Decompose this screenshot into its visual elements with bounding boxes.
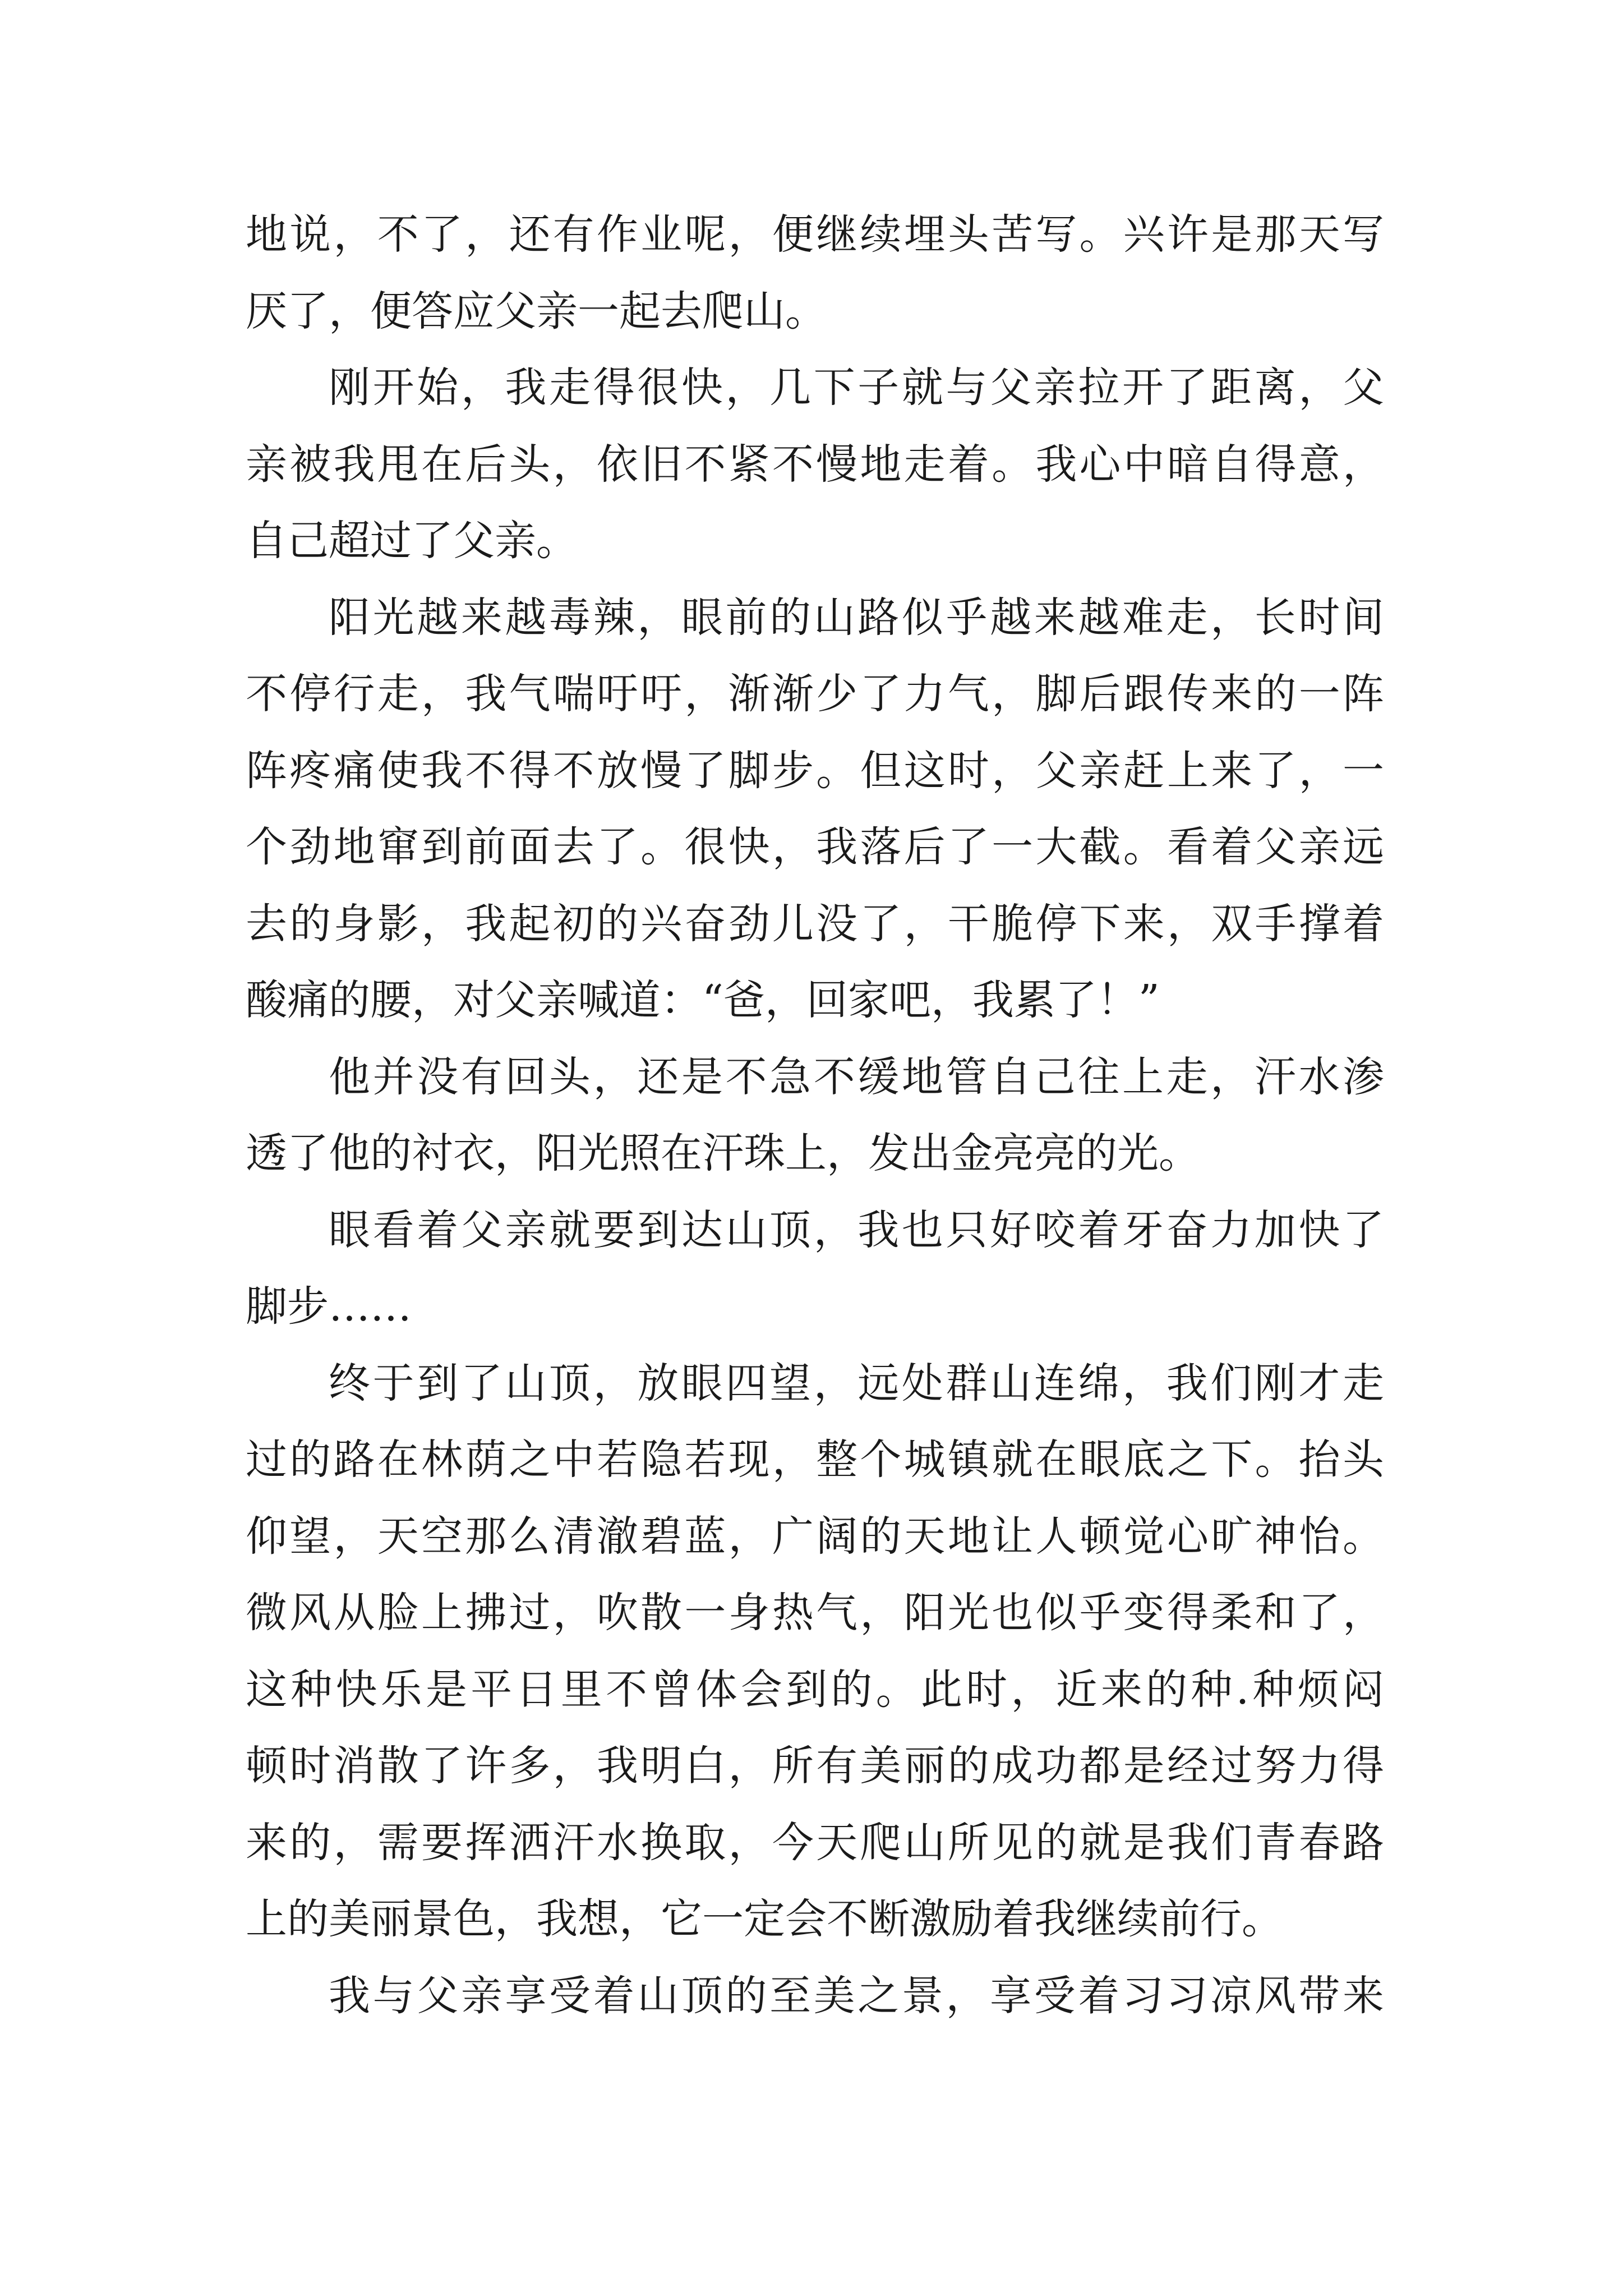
text-line: 脚步…… xyxy=(246,1282,412,1331)
text-line: 顿时消散了许多，我明白，所有美丽的成功都是经过努力得 xyxy=(246,1742,1384,1790)
text-line: 这种快乐是平日里不曾体会到的。此时，近来的种.种烦闷 xyxy=(246,1665,1384,1714)
paragraph-first-line: 他并没有回头，还是不急不缓地管自己往上走，汗水渗 xyxy=(329,1052,1384,1101)
text-line: 透了他的衬衣，阳光照在汗珠上，发出金亮亮的光。 xyxy=(246,1129,1200,1177)
text-line: 亲被我甩在后头，依旧不紧不慢地走着。我心中暗自得意， xyxy=(246,440,1384,489)
paragraph-first-line: 我与父亲享受着山顶的至美之景，享受着习习凉风带来 xyxy=(329,1971,1384,2020)
paragraph-first-line: 阳光越来越毒辣，眼前的山路似乎越来越难走，长时间 xyxy=(329,593,1384,642)
text-line: 来的，需要挥洒汗水换取，今天爬山所见的就是我们青春路 xyxy=(246,1818,1384,1867)
text-line: 自己超过了父亲。 xyxy=(246,517,578,565)
text-line: 不停行走，我气喘吁吁，渐渐少了力气，脚后跟传来的一阵 xyxy=(246,670,1384,718)
text-line: 酸痛的腰，对父亲喊道：“爸，回家吧，我累了！” xyxy=(246,976,1160,1024)
paragraph-first-line: 终于到了山顶，放眼四望，远处群山连绵，我们刚才走 xyxy=(329,1359,1384,1407)
essay-text xyxy=(246,196,1384,2034)
paragraph-first-line: 眼看着父亲就要到达山顶，我也只好咬着牙奋力加快了 xyxy=(329,1205,1384,1254)
text-line: 微风从脸上拂过，吹散一身热气，阳光也似乎变得柔和了， xyxy=(246,1589,1384,1637)
text-line: 阵疼痛使我不得不放慢了脚步。但这时，父亲赶上来了，一 xyxy=(246,746,1384,795)
paragraph-first-line: 刚开始，我走得很快，几下子就与父亲拉开了距离，父 xyxy=(329,364,1384,412)
text-line: 上的美丽景色，我想，它一定会不断激励着我继续前行。 xyxy=(246,1895,1283,1943)
text-line: 过的路在林荫之中若隐若现，整个城镇就在眼底之下。抬头 xyxy=(246,1435,1384,1484)
text-line: 地说，不了，还有作业呢，便继续埋头苦写。兴许是那天写 xyxy=(246,210,1384,259)
text-line: 去的身影，我起初的兴奋劲儿没了，干脆停下来，双手撑着 xyxy=(246,899,1384,948)
text-line: 仰望，天空那么清澈碧蓝，广阔的天地让人顿觉心旷神怡。 xyxy=(246,1512,1384,1561)
text-line: 个劲地窜到前面去了。很快，我落后了一大截。看着父亲远 xyxy=(246,823,1384,871)
text-line: 厌了，便答应父亲一起去爬山。 xyxy=(246,287,827,335)
